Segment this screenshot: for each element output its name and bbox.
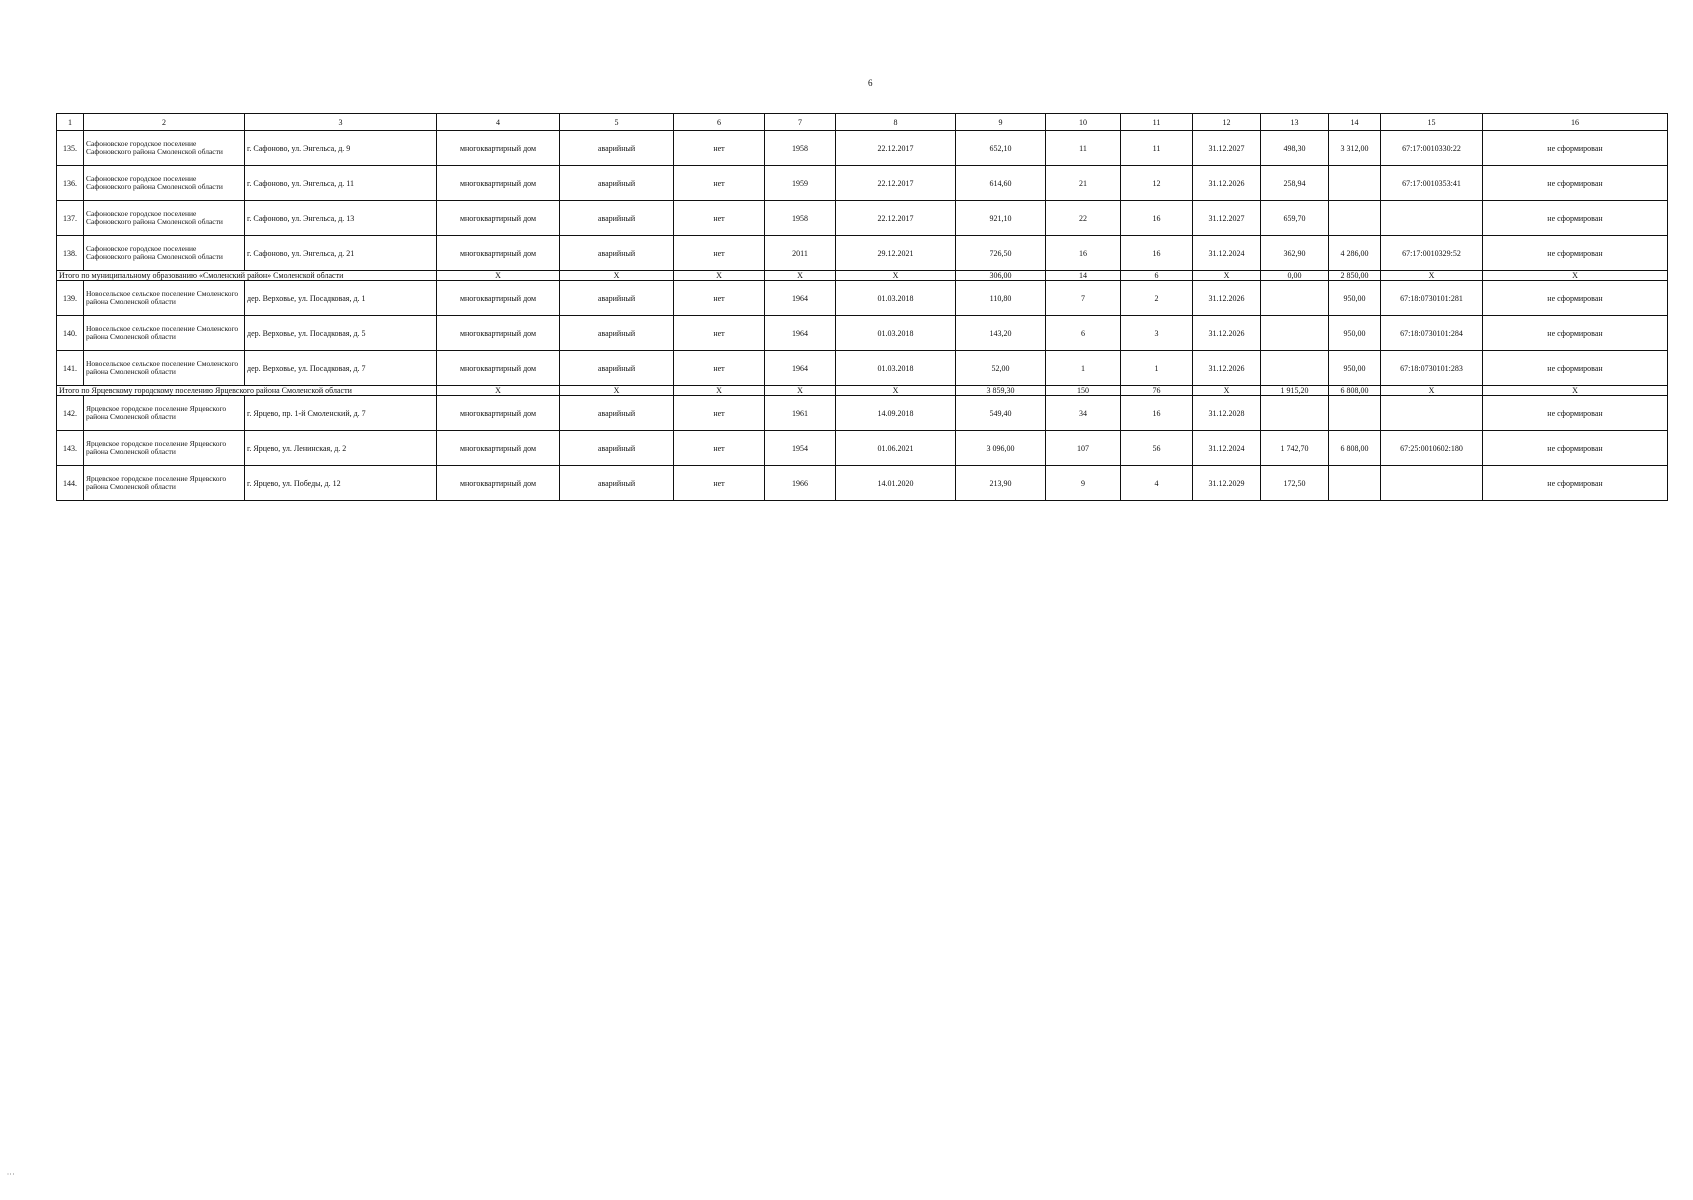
address-cell: г. Сафоново, ул. Энгельса, д. 9 [245, 131, 437, 166]
cadastral-number-cell [1381, 201, 1483, 236]
subtotal-cell: 14 [1046, 271, 1121, 281]
decision-date-cell: 22.12.2017 [836, 201, 956, 236]
flag-cell: нет [674, 201, 765, 236]
building-type-cell: многоквартирный дом [437, 396, 560, 431]
row-number-cell: 138. [57, 236, 84, 271]
row-number-cell: 135. [57, 131, 84, 166]
column-header-8: 8 [836, 114, 956, 131]
flag-cell: нет [674, 131, 765, 166]
subtotal-label: Итого по Ярцевскому городскому поселению Ярцевского района Смоленской области [57, 386, 437, 396]
deadline-cell: 31.12.2026 [1193, 166, 1261, 201]
table-row [57, 466, 1668, 501]
column-header-1: 1 [57, 114, 84, 131]
year-built-cell: 1964 [765, 316, 836, 351]
area-relocated-cell: 1 742,70 [1261, 431, 1329, 466]
subtotal-cell: 306,00 [956, 271, 1046, 281]
header-row [57, 114, 1668, 131]
column-header-9: 9 [956, 114, 1046, 131]
settlement-name-cell: Новосельское сельское поселение Смоленского района Смоленской области [84, 316, 245, 351]
decision-date-cell: 29.12.2021 [836, 236, 956, 271]
subtotal-cell: Х [836, 386, 956, 396]
table-row [57, 236, 1668, 271]
subtotal-cell: 6 [1121, 271, 1193, 281]
deadline-cell: 31.12.2027 [1193, 201, 1261, 236]
flag-cell: нет [674, 316, 765, 351]
area-relocated-cell: 362,90 [1261, 236, 1329, 271]
residents-cell: 1 [1046, 351, 1121, 386]
subtotal-cell: Х [437, 386, 560, 396]
subtotal-cell: 0,00 [1261, 271, 1329, 281]
building-type-cell: многоквартирный дом [437, 351, 560, 386]
apartments-cell: 1 [1121, 351, 1193, 386]
apartments-cell: 11 [1121, 131, 1193, 166]
building-type-cell: многоквартирный дом [437, 236, 560, 271]
row-number-cell: 139. [57, 281, 84, 316]
column-header-10: 10 [1046, 114, 1121, 131]
flag-cell: нет [674, 166, 765, 201]
condition-cell: аварийный [560, 316, 674, 351]
subtotal-cell: Х [674, 271, 765, 281]
condition-cell: аварийный [560, 166, 674, 201]
table-row [57, 351, 1668, 386]
settlement-name-cell: Ярцевское городское поселение Ярцевского района Смоленской области [84, 431, 245, 466]
address-cell: г. Ярцево, пр. 1-й Смоленский, д. 7 [245, 396, 437, 431]
area-relocated-cell: 659,70 [1261, 201, 1329, 236]
area-value-cell [1329, 201, 1381, 236]
subtotal-cell: 2 850,00 [1329, 271, 1381, 281]
condition-cell: аварийный [560, 281, 674, 316]
year-built-cell: 1966 [765, 466, 836, 501]
decision-date-cell: 01.03.2018 [836, 351, 956, 386]
decision-date-cell: 22.12.2017 [836, 131, 956, 166]
subtotal-row [57, 386, 1668, 396]
area-value-cell: 950,00 [1329, 316, 1381, 351]
address-cell: г. Ярцево, ул. Победы, д. 12 [245, 466, 437, 501]
row-number-cell: 136. [57, 166, 84, 201]
area-cell: 652,10 [956, 131, 1046, 166]
subtotal-cell: 3 859,30 [956, 386, 1046, 396]
decision-date-cell: 01.03.2018 [836, 316, 956, 351]
page-mark: 6 [868, 78, 873, 88]
address-cell: г. Ярцево, ул. Ленинская, д. 2 [245, 431, 437, 466]
table-row [57, 316, 1668, 351]
apartments-cell: 16 [1121, 236, 1193, 271]
area-cell: 143,20 [956, 316, 1046, 351]
residents-cell: 9 [1046, 466, 1121, 501]
land-status-cell: не сформирован [1483, 236, 1668, 271]
table-row [57, 396, 1668, 431]
flag-cell: нет [674, 396, 765, 431]
subtotal-cell: Х [1381, 271, 1483, 281]
land-status-cell: не сформирован [1483, 316, 1668, 351]
settlement-name-cell: Новосельское сельское поселение Смоленского района Смоленской области [84, 351, 245, 386]
cadastral-number-cell: 67:18:0730101:284 [1381, 316, 1483, 351]
column-header-7: 7 [765, 114, 836, 131]
apartments-cell: 2 [1121, 281, 1193, 316]
settlement-name-cell: Сафоновское городское поселение Сафоновского района Смоленской области [84, 201, 245, 236]
area-relocated-cell [1261, 316, 1329, 351]
land-status-cell: не сформирован [1483, 466, 1668, 501]
column-header-15: 15 [1381, 114, 1483, 131]
building-type-cell: многоквартирный дом [437, 281, 560, 316]
margin-mark: ⋮ [6, 1170, 15, 1178]
cadastral-number-cell: 67:18:0730101:281 [1381, 281, 1483, 316]
area-value-cell [1329, 466, 1381, 501]
subtotal-cell: Х [1381, 386, 1483, 396]
area-value-cell: 950,00 [1329, 281, 1381, 316]
column-header-5: 5 [560, 114, 674, 131]
column-header-11: 11 [1121, 114, 1193, 131]
subtotal-cell: 150 [1046, 386, 1121, 396]
area-cell: 726,50 [956, 236, 1046, 271]
table-row [57, 281, 1668, 316]
year-built-cell: 1954 [765, 431, 836, 466]
address-cell: дер. Верховье, ул. Посадковая, д. 1 [245, 281, 437, 316]
subtotal-label: Итого по муниципальному образованию «Смоленский район» Смоленской области [57, 271, 437, 281]
deadline-cell: 31.12.2026 [1193, 316, 1261, 351]
land-status-cell: не сформирован [1483, 201, 1668, 236]
residents-cell: 16 [1046, 236, 1121, 271]
row-number-cell: 141. [57, 351, 84, 386]
area-value-cell [1329, 396, 1381, 431]
table-body [57, 131, 1668, 501]
column-header-2: 2 [84, 114, 245, 131]
area-relocated-cell: 172,50 [1261, 466, 1329, 501]
table-row [57, 166, 1668, 201]
column-header-12: 12 [1193, 114, 1261, 131]
column-header-3: 3 [245, 114, 437, 131]
table-row [57, 201, 1668, 236]
settlement-name-cell: Сафоновское городское поселение Сафоновского района Смоленской области [84, 166, 245, 201]
subtotal-cell: Х [765, 386, 836, 396]
subtotal-cell: Х [560, 271, 674, 281]
flag-cell: нет [674, 351, 765, 386]
building-type-cell: многоквартирный дом [437, 201, 560, 236]
address-cell: г. Сафоново, ул. Энгельса, д. 11 [245, 166, 437, 201]
deadline-cell: 31.12.2027 [1193, 131, 1261, 166]
deadline-cell: 31.12.2024 [1193, 236, 1261, 271]
building-type-cell: многоквартирный дом [437, 466, 560, 501]
area-value-cell: 6 808,00 [1329, 431, 1381, 466]
building-type-cell: многоквартирный дом [437, 131, 560, 166]
subtotal-cell: Х [836, 271, 956, 281]
row-number-cell: 142. [57, 396, 84, 431]
subtotal-cell: Х [1483, 386, 1668, 396]
residents-cell: 11 [1046, 131, 1121, 166]
year-built-cell: 1964 [765, 281, 836, 316]
condition-cell: аварийный [560, 351, 674, 386]
land-status-cell: не сформирован [1483, 351, 1668, 386]
apartments-cell: 4 [1121, 466, 1193, 501]
subtotal-row [57, 271, 1668, 281]
table-row [57, 431, 1668, 466]
year-built-cell: 2011 [765, 236, 836, 271]
area-cell: 921,10 [956, 201, 1046, 236]
cadastral-number-cell [1381, 396, 1483, 431]
deadline-cell: 31.12.2029 [1193, 466, 1261, 501]
condition-cell: аварийный [560, 431, 674, 466]
deadline-cell: 31.12.2026 [1193, 281, 1261, 316]
land-status-cell: не сформирован [1483, 166, 1668, 201]
settlement-name-cell: Ярцевское городское поселение Ярцевского района Смоленской области [84, 396, 245, 431]
condition-cell: аварийный [560, 131, 674, 166]
settlement-name-cell: Сафоновское городское поселение Сафоновского района Смоленской области [84, 131, 245, 166]
building-type-cell: многоквартирный дом [437, 316, 560, 351]
land-status-cell: не сформирован [1483, 131, 1668, 166]
subtotal-cell: Х [560, 386, 674, 396]
column-header-16: 16 [1483, 114, 1668, 131]
settlement-name-cell: Сафоновское городское поселение Сафоновского района Смоленской области [84, 236, 245, 271]
table-row [57, 131, 1668, 166]
decision-date-cell: 01.03.2018 [836, 281, 956, 316]
year-built-cell: 1959 [765, 166, 836, 201]
area-relocated-cell [1261, 396, 1329, 431]
area-cell: 3 096,00 [956, 431, 1046, 466]
column-header-4: 4 [437, 114, 560, 131]
land-status-cell: не сформирован [1483, 431, 1668, 466]
subtotal-cell: Х [674, 386, 765, 396]
building-type-cell: многоквартирный дом [437, 431, 560, 466]
residents-cell: 6 [1046, 316, 1121, 351]
area-relocated-cell [1261, 351, 1329, 386]
subtotal-cell: 6 808,00 [1329, 386, 1381, 396]
area-relocated-cell: 498,30 [1261, 131, 1329, 166]
area-relocated-cell [1261, 281, 1329, 316]
cadastral-number-cell: 67:25:0010602:180 [1381, 431, 1483, 466]
apartments-cell: 12 [1121, 166, 1193, 201]
deadline-cell: 31.12.2024 [1193, 431, 1261, 466]
residents-cell: 22 [1046, 201, 1121, 236]
flag-cell: нет [674, 466, 765, 501]
address-cell: дер. Верховье, ул. Посадковая, д. 7 [245, 351, 437, 386]
area-cell: 549,40 [956, 396, 1046, 431]
year-built-cell: 1961 [765, 396, 836, 431]
area-value-cell: 950,00 [1329, 351, 1381, 386]
deadline-cell: 31.12.2026 [1193, 351, 1261, 386]
area-cell: 614,60 [956, 166, 1046, 201]
housing-register-table [56, 113, 1668, 501]
apartments-cell: 16 [1121, 396, 1193, 431]
cadastral-number-cell: 67:17:0010330:22 [1381, 131, 1483, 166]
apartments-cell: 16 [1121, 201, 1193, 236]
land-status-cell: не сформирован [1483, 396, 1668, 431]
decision-date-cell: 01.06.2021 [836, 431, 956, 466]
condition-cell: аварийный [560, 396, 674, 431]
year-built-cell: 1958 [765, 201, 836, 236]
row-number-cell: 140. [57, 316, 84, 351]
row-number-cell: 143. [57, 431, 84, 466]
residents-cell: 34 [1046, 396, 1121, 431]
table-header [57, 114, 1668, 131]
condition-cell: аварийный [560, 466, 674, 501]
row-number-cell: 137. [57, 201, 84, 236]
building-type-cell: многоквартирный дом [437, 166, 560, 201]
area-value-cell: 3 312,00 [1329, 131, 1381, 166]
decision-date-cell: 14.09.2018 [836, 396, 956, 431]
year-built-cell: 1958 [765, 131, 836, 166]
flag-cell: нет [674, 431, 765, 466]
area-cell: 213,90 [956, 466, 1046, 501]
row-number-cell: 144. [57, 466, 84, 501]
flag-cell: нет [674, 236, 765, 271]
area-value-cell [1329, 166, 1381, 201]
cadastral-number-cell: 67:18:0730101:283 [1381, 351, 1483, 386]
decision-date-cell: 14.01.2020 [836, 466, 956, 501]
subtotal-cell: Х [1193, 386, 1261, 396]
column-header-13: 13 [1261, 114, 1329, 131]
address-cell: г. Сафоново, ул. Энгельса, д. 21 [245, 236, 437, 271]
address-cell: г. Сафоново, ул. Энгельса, д. 13 [245, 201, 437, 236]
year-built-cell: 1964 [765, 351, 836, 386]
cadastral-number-cell [1381, 466, 1483, 501]
cadastral-number-cell: 67:17:0010353:41 [1381, 166, 1483, 201]
area-relocated-cell: 258,94 [1261, 166, 1329, 201]
area-cell: 52,00 [956, 351, 1046, 386]
column-header-14: 14 [1329, 114, 1381, 131]
address-cell: дер. Верховье, ул. Посадковая, д. 5 [245, 316, 437, 351]
subtotal-cell: 1 915,20 [1261, 386, 1329, 396]
subtotal-cell: Х [1483, 271, 1668, 281]
land-status-cell: не сформирован [1483, 281, 1668, 316]
subtotal-cell: 76 [1121, 386, 1193, 396]
flag-cell: нет [674, 281, 765, 316]
residents-cell: 21 [1046, 166, 1121, 201]
residents-cell: 107 [1046, 431, 1121, 466]
subtotal-cell: Х [437, 271, 560, 281]
subtotal-cell: Х [1193, 271, 1261, 281]
column-header-6: 6 [674, 114, 765, 131]
cadastral-number-cell: 67:17:0010329:52 [1381, 236, 1483, 271]
decision-date-cell: 22.12.2017 [836, 166, 956, 201]
condition-cell: аварийный [560, 236, 674, 271]
apartments-cell: 3 [1121, 316, 1193, 351]
subtotal-cell: Х [765, 271, 836, 281]
condition-cell: аварийный [560, 201, 674, 236]
residents-cell: 7 [1046, 281, 1121, 316]
area-cell: 110,80 [956, 281, 1046, 316]
deadline-cell: 31.12.2028 [1193, 396, 1261, 431]
settlement-name-cell: Ярцевское городское поселение Ярцевского района Смоленской области [84, 466, 245, 501]
area-value-cell: 4 286,00 [1329, 236, 1381, 271]
settlement-name-cell: Новосельское сельское поселение Смоленского района Смоленской области [84, 281, 245, 316]
apartments-cell: 56 [1121, 431, 1193, 466]
